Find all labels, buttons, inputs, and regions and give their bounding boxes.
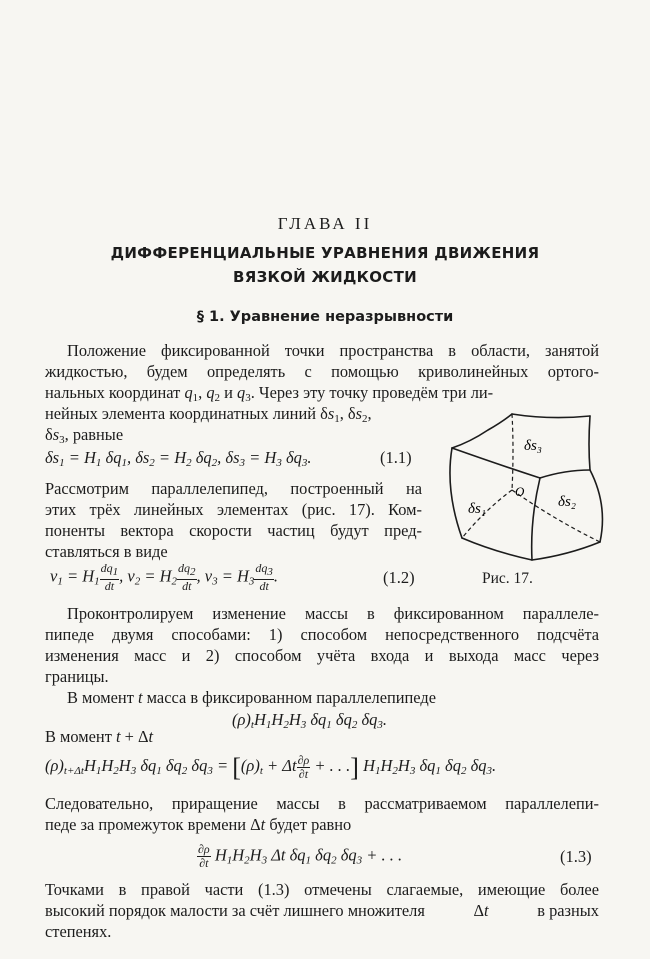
para2-line2: этих трёх линейных элементах (рис. 17). Ком- <box>45 500 422 519</box>
figure-17 <box>440 410 620 575</box>
para7-line2 <box>45 901 599 921</box>
equation-1-2: $v_1 = H_1$ $\frac{dq_1}{dt}$ , $v_2 = H_2$ $\frac{dq_2}{dt}$ , $v_3 = H_3$ $\frac{dq_3}{dt}$ . <box>50 561 279 593</box>
figure-bottom-right-edge <box>532 542 600 560</box>
figure-front-vertical-edge <box>532 478 540 560</box>
figure-label-s3: δs₃ <box>524 438 543 454</box>
para1-line3-b: Через эту точку проведём три ли- <box>258 383 494 402</box>
para7-line3: степенях. <box>45 922 112 941</box>
para3-line3: изменения масс и 2) способом учёта входа и выхода масс через <box>45 646 599 665</box>
para1-line4: нейных элемента координатных линий $\delta s_1$, $\delta s_2$, <box>45 404 372 425</box>
para5-line1: В момент t + Δt <box>45 727 154 746</box>
para1-line3-a: нальных координат <box>45 383 181 402</box>
para1-line3: нальных координат $q_1$, $q_2$ и $q_3$. Через эту точку проведём три ли- <box>45 383 494 404</box>
figure-caption: Рис. 17. <box>482 570 533 587</box>
figure-right-vertical-edge <box>590 470 602 542</box>
para6-line2-b: будет равно <box>269 815 352 834</box>
para7-line2-factor: Δt <box>473 901 489 920</box>
equation-1-3-number: (1.3) <box>560 847 592 866</box>
para1-line2: жидкостью, будем определять с помощью криволинейных ортого- <box>45 362 599 381</box>
figure-right-top-edge <box>589 416 590 470</box>
figure-top-right-edge <box>540 470 590 478</box>
figure-hidden-vertical <box>512 414 513 490</box>
para6-line2-a: педе за промежуток времени <box>45 815 247 834</box>
para4-line1-b: масса в фиксированном параллелепипеде <box>146 688 436 707</box>
para5-label: В момент <box>45 727 112 746</box>
para4-line1-a: В момент <box>67 688 134 707</box>
para4-line1: В момент t масса в фиксированном параллелепипеде <box>67 688 436 707</box>
para6-line2: педе за промежуток времени Δt будет равно <box>45 815 352 834</box>
figure-hidden-right <box>512 490 600 542</box>
para1-line5-text: равные <box>72 425 124 444</box>
para7-line2-b: в разных <box>537 901 599 920</box>
chapter-title-line2: ВЯЗКОЙ ЖИДКОСТИ <box>232 268 417 286</box>
equation-mass-t-dt: $(\rho)_{t+\Delta t}H_1H_2H_3$ $\delta q_1$ $\delta q_2$ $\delta q_3 = [(\rho)_t + \Delta t$ $\frac{\partial\rho}{\partial t}$ + . . .] $H_1H_2H_3$ $\delta q_1$ $\delta q_2$ $\delta q_3$. <box>45 752 497 782</box>
para2-line1: Рассмотрим параллелепипед, построенный на <box>45 479 422 498</box>
para3-line2: пипеде двумя способами: 1) способом непосредственного подсчёта <box>45 625 599 644</box>
equation-mass-t: $(\rho)_tH_1H_2H_3$ $\delta q_1$ $\delta q_2$ $\delta q_3$. <box>232 710 388 731</box>
para7-line1: Точками в правой части (1.3) отмечены слагаемые, имеющие более <box>45 880 599 899</box>
para1-line5: $\delta s_3$, равные <box>45 425 124 446</box>
para7-line2-a: высокий порядок малости за счёт лишнего множителя <box>45 901 425 920</box>
figure-bottom-front-edge <box>462 538 532 560</box>
para1-line4-text: нейных элемента координатных линий <box>45 404 316 423</box>
equation-1-1-number: (1.1) <box>380 448 412 467</box>
figure-label-s2: δs₂ <box>558 494 577 510</box>
para3-line4: границы. <box>45 667 109 686</box>
figure-label-s1: δs₁ <box>468 501 487 517</box>
figure-left-edge <box>450 448 462 538</box>
chapter-title-line1: ДИФФЕРЕНЦИАЛЬНЫЕ УРАВНЕНИЯ ДВИЖЕНИЯ <box>110 244 540 262</box>
equation-1-3: $\frac{\partial\rho}{\partial t}$ $H_1H_2H_3$ Δt $\delta q_1$ $\delta q_2$ $\delta q_3$ + . . . <box>198 842 403 870</box>
para6-line1: Следовательно, приращение массы в рассматриваемом параллелепи- <box>45 794 599 813</box>
para1-line1: Положение фиксированной точки пространства в области, занятой <box>67 341 599 360</box>
chapter-label: ГЛАВА II <box>277 214 373 233</box>
para3-line1: Проконтролируем изменение массы в фиксированном параллеле- <box>67 604 599 623</box>
figure-label-o: O <box>515 484 525 499</box>
section-title: § 1. Уравнение неразрывности <box>196 309 454 325</box>
equation-1-2-number: (1.2) <box>383 568 415 587</box>
para2-line4: ставляться в виде <box>45 542 168 561</box>
figure-top-front-edge <box>452 414 512 448</box>
equation-1-1: $\delta s_1 = H_1$ $\delta q_1$, $\delta s_2 = H_2$ $\delta q_2$, $\delta s_3 = H_3$ $\delta q_3$. <box>45 448 312 469</box>
figure-top-back-edge <box>512 414 590 418</box>
para2-line3: поненты вектора скорости частиц будут пред- <box>45 521 422 540</box>
